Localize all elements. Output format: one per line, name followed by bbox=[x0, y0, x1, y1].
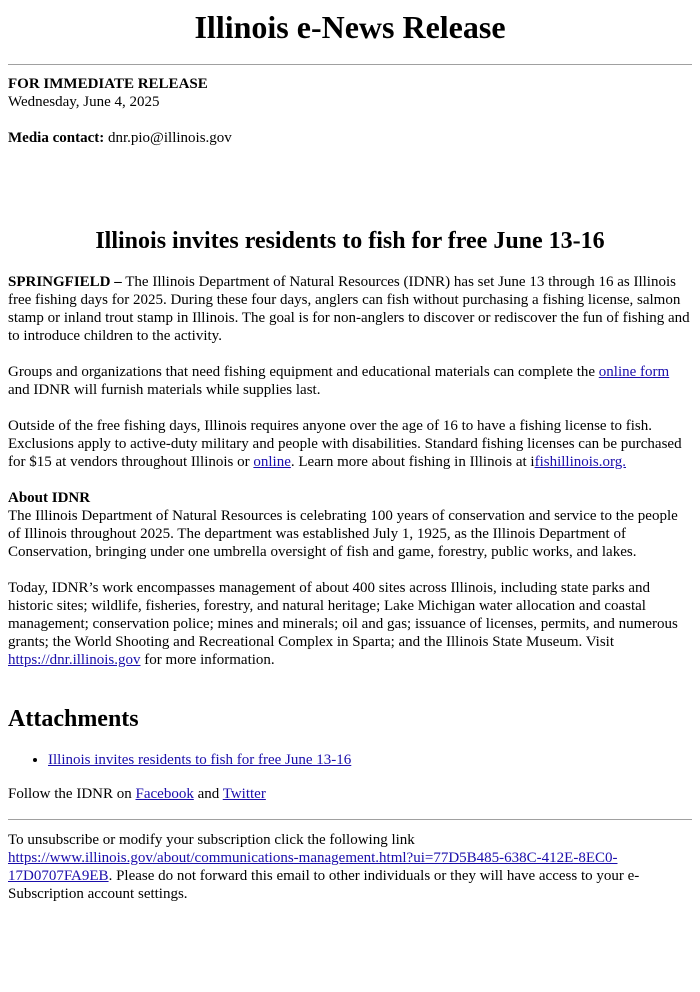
twitter-link[interactable]: Twitter bbox=[222, 786, 266, 802]
paragraph-text: for more information. bbox=[140, 652, 275, 668]
paragraph-text: Outside of the free fishing days, Illinois requires anyone over the age of 16 to have a fishing license to fish. Exclusions apply to active-duty military and people with disabilities. Standard fishing licenses can be purchased for $15 at vendors throughout Illinois or bbox=[8, 418, 682, 470]
paragraph-text: and IDNR will furnish materials while supplies last. bbox=[8, 382, 321, 398]
unsubscribe-notice bbox=[8, 831, 692, 903]
release-label: FOR IMMEDIATE RELEASE bbox=[8, 76, 208, 92]
release-date: Wednesday, June 4, 2025 bbox=[8, 94, 160, 110]
release-title: Illinois e-News Release bbox=[194, 9, 506, 45]
list-item bbox=[48, 751, 692, 769]
about-section bbox=[8, 489, 692, 561]
follow-line bbox=[8, 785, 692, 803]
unsubscribe-link[interactable]: https://www.illinois.gov/about/communications-management.html?ui=77D5B485-638C-412E-8EC0-17D0707FA9EB bbox=[8, 850, 618, 884]
header-divider bbox=[8, 64, 692, 65]
paragraph bbox=[8, 363, 692, 399]
release-header bbox=[8, 75, 692, 147]
paragraph bbox=[8, 417, 692, 471]
paragraph-text: Groups and organizations that need fishing equipment and educational materials can complete the bbox=[8, 364, 599, 380]
online-form-link[interactable]: online form bbox=[598, 364, 670, 380]
follow-text: Follow the IDNR on bbox=[8, 786, 136, 802]
facebook-link[interactable]: Facebook bbox=[135, 786, 194, 802]
dnr-website-link[interactable]: https://dnr.illinois.gov bbox=[8, 652, 141, 668]
paragraph-text: Today, IDNR’s work encompasses management of about 400 sites across Illinois, including state parks and historic sites; wildlife, fisheries, forestry, and natural heritage; Lake Michigan water allocation and coastal management; conservation police; mines and minerals; oil and gas; issuance of licenses, permits, and numerous grants; the World Shooting and Recreational Complex in Sparta; and the Illinois State Museum. Visit bbox=[8, 580, 678, 650]
attachment-link[interactable]: Illinois invites residents to fish for free June 13-16 bbox=[48, 752, 352, 768]
follow-text: and bbox=[193, 786, 223, 802]
attachments-list bbox=[8, 751, 692, 769]
unsubscribe-text: To unsubscribe or modify your subscription click the following link bbox=[8, 832, 415, 848]
paragraph-text: The Illinois Department of Natural Resources is celebrating 100 years of conservation and service to the people of Illinois throughout 2025. The department was established July 1, 1925, as the Illinois Department of Conservation, bringing under one umbrella oversight of fish and game, forestry, public works, and lakes. bbox=[8, 508, 678, 560]
attachments-heading: Attachments bbox=[8, 706, 139, 732]
unsubscribe-text: . Please do not forward this email to other individuals or they will have access to your e-Subscription account settings. bbox=[8, 868, 640, 902]
about-title: About IDNR bbox=[8, 490, 91, 506]
media-contact-email: dnr.pio@illinois.gov bbox=[107, 130, 232, 146]
online-license-link[interactable]: online bbox=[253, 454, 291, 470]
paragraph bbox=[8, 273, 692, 345]
paragraph bbox=[8, 579, 692, 669]
paragraph-text: . Learn more about fishing in Illinois at i bbox=[290, 454, 535, 470]
dateline: SPRINGFIELD – bbox=[8, 274, 122, 290]
footer-divider bbox=[8, 819, 692, 820]
paragraph-text: The Illinois Department of Natural Resources (IDNR) has set June 13 through 16 as Illinois free fishing days for 2025. During these four days, anglers can fish without purchasing a fishing license, salmon stamp or inland trout stamp in Illinois. The goal is for non-anglers to discover or rediscover the fun of fishing and to introduce children to the activity. bbox=[8, 274, 690, 344]
media-contact bbox=[8, 129, 692, 147]
fishillinois-link[interactable]: fishillinois.org. bbox=[534, 454, 626, 470]
article-body bbox=[8, 273, 692, 669]
article-headline: Illinois invites residents to fish for free June 13-16 bbox=[95, 228, 605, 254]
media-contact-label: Media contact: bbox=[8, 130, 105, 146]
